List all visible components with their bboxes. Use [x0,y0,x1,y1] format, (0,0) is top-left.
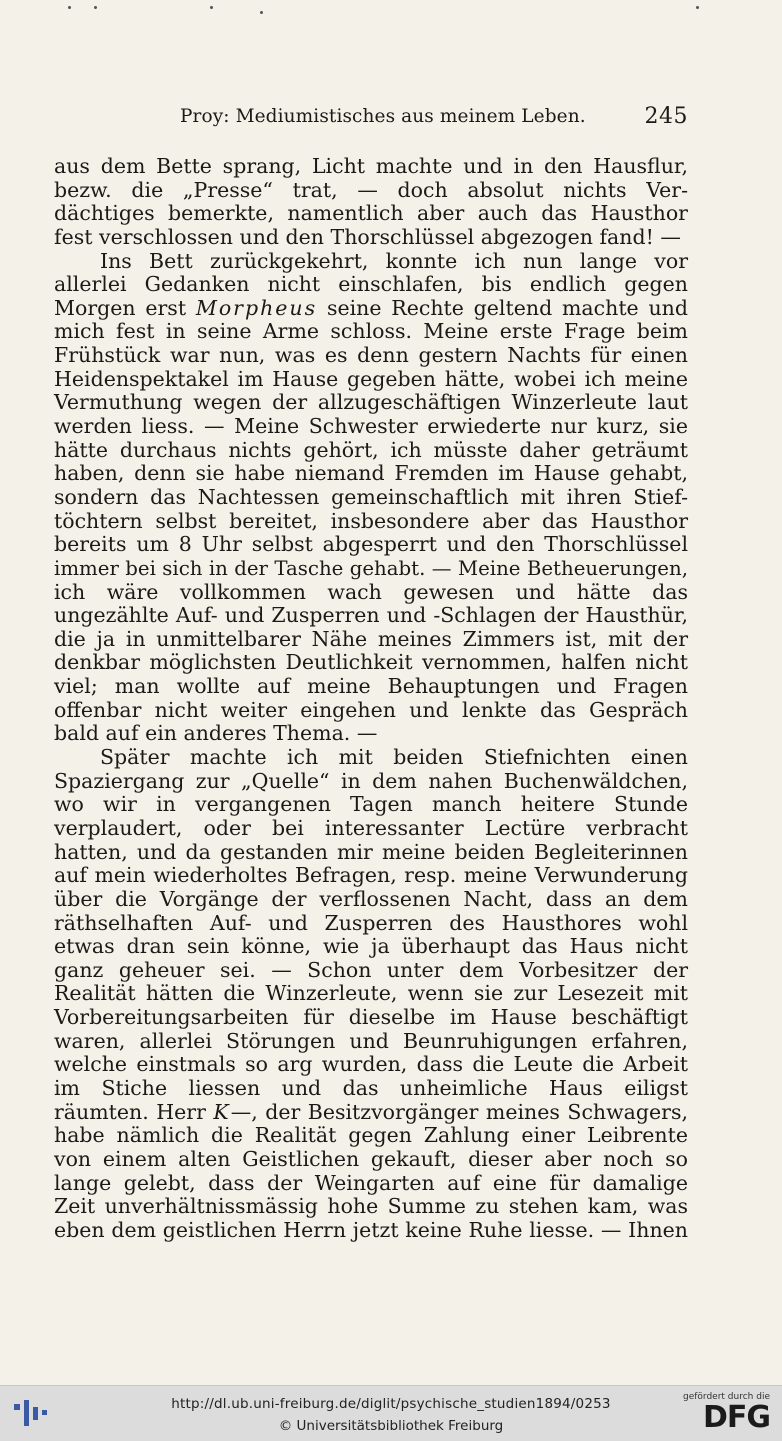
viewer-footer [0,1385,782,1441]
emphasized-name: Morpheus [195,295,318,320]
text-line: bereits um 8 Uhr selbst abgesperrt und den Thorschlüssel [54,532,688,557]
text-segment: —, der Besitzvorgänger meines Schwagers, [230,1099,688,1124]
text-line: haben, denn sie habe niemand Fremden im Hause gehabt, [54,461,688,486]
text-line: mich fest in seine Arme schloss. Meine erste Frage beim [54,319,688,344]
text-line: aus dem Bette sprang, Licht machte und in den Hausflur, [54,154,688,178]
text-line: ganz geheuer sei. — Schon unter dem Vorbesitzer der [54,957,688,982]
text-line: Vermuthung wegen der allzugeschäftigen Winzerleute laut [54,390,688,415]
page-header [54,106,688,134]
text-line: ich wäre vollkommen wach gewesen und hätte das [54,579,688,604]
dfg-tagline: gefördert durch die [683,1392,770,1402]
text-line: auf mein wiederholtes Befragen, resp. meine Verwunderung [54,863,688,888]
text-segment: räumten. Herr [54,1099,214,1124]
page-number: 245 [644,104,688,129]
text-line: immer bei sich in der Tasche gehabt. — Meine Betheuerungen, [54,556,688,580]
text-line: welche einstmals so arg wurden, dass die Leute die Arbeit [54,1052,688,1077]
text-line: im Stiche liessen und das unheimliche Haus eiligst [54,1075,688,1100]
dfg-logo: DFG [702,1400,770,1435]
text-line: ungezählte Auf- und Zusperren und -Schlagen der Hausthür, [54,603,688,628]
scan-specks [60,6,720,16]
body-text [54,155,688,1242]
text-line: von einem alten Geistlichen gekauft, dieser aber noch so [54,1146,688,1171]
emphasized-name: K [213,1099,231,1124]
text-line: hatten, und da gestanden mir meine beiden Begleiterinnen [54,839,688,864]
text-line [54,1101,688,1125]
text-line: Spaziergang zur „Quelle“ in dem nahen Buchenwäldchen, [54,768,688,793]
text-line: eben dem geistlichen Herrn jetzt keine Ruhe liesse. — Ihnen [54,1217,688,1242]
text-line: denkbar möglichsten Deutlichkeit vernommen, halfen nicht [54,650,688,675]
text-line: werden liess. — Meine Schwester erwiederte nur kurz, sie [54,414,688,439]
text-line: bald auf ein anderes Thema. — [54,721,378,746]
text-line: bezw. die „Presse“ trat, — doch absolut nichts Ver- [54,177,688,202]
text-line: sondern das Nachtessen gemeinschaftlich mit ihren Stief- [54,484,688,509]
text-line: Später machte ich mit beiden Stiefnichten einen [100,745,688,770]
text-line: lange gelebt, dass der Weingarten auf eine für damalige [54,1170,688,1195]
text-line: verplaudert, oder bei interessanter Lectüre verbracht [54,815,688,840]
text-line: habe nämlich die Realität gegen Zahlung einer Leibrente [54,1123,688,1148]
text-segment: Morgen erst [54,295,196,320]
text-line: über die Vorgänge der verflossenen Nacht, dass an dem [54,886,688,911]
text-line: etwas dran sein könne, wie ja überhaupt das Haus nicht [54,934,688,959]
text-line: die ja in unmittelbarer Nähe meines Zimmers ist, mit der [54,626,688,651]
text-line [54,297,688,321]
text-line: Vorbereitungsarbeiten für dieselbe im Hause beschäftigt [54,1005,688,1030]
text-line: räthselhaften Auf- und Zusperren des Hausthores wohl [54,910,688,935]
text-segment: seine Rechte geltend machte und [317,295,688,320]
text-line: allerlei Gedanken nicht einschlafen, bis endlich gegen [54,272,688,297]
text-line: offenbar nicht weiter eingehen und lenkte das Gespräch [54,697,688,722]
text-line: viel; man wollte auf meine Behauptungen und Fragen [54,674,688,699]
text-line: Zeit unverhältnissmässig hohe Summe zu stehen kam, was [54,1194,688,1219]
text-line: dächtiges bemerkte, namentlich aber auch das Hausthor [54,201,688,226]
text-line: Frühstück war nun, was es denn gestern Nachts für einen [54,343,688,368]
text-line: Realität hätten die Winzerleute, wenn sie zur Lesezeit mit [54,981,688,1006]
text-line: töchtern selbst bereitet, insbesondere aber das Hausthor [54,508,688,533]
running-head: Proy: Mediumistisches aus meinem Leben. [180,106,586,127]
text-line: Heidenspektakel im Hause gegeben hätte, wobei ich meine [54,366,688,391]
source-url-link[interactable]: http://dl.ub.uni-freiburg.de/diglit/psychische_studien1894/0253 [171,1396,611,1412]
copyright-notice: © Universitätsbibliothek Freiburg [278,1418,504,1434]
text-line: fest verschlossen und den Thorschlüssel abgezogen fand! — [54,224,681,249]
text-line: wo wir in vergangenen Tagen manch heitere Stunde [54,792,688,817]
text-line: hätte durchaus nichts gehört, ich müsste daher geträumt [54,437,688,462]
text-line: waren, allerlei Störungen und Beunruhigungen erfahren, [54,1028,688,1053]
text-line: Ins Bett zurückgekehrt, konnte ich nun lange vor [100,248,688,273]
